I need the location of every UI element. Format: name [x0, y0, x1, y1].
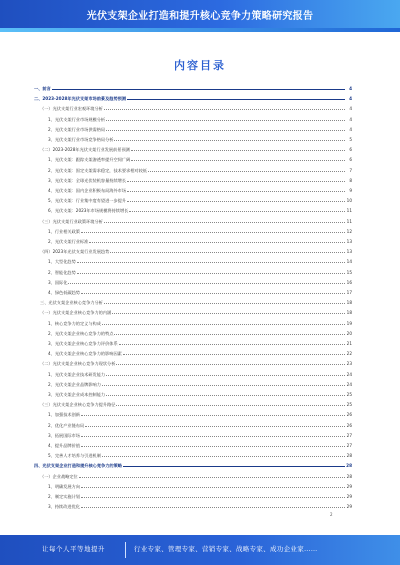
toc-entry-page: 18 — [346, 310, 352, 316]
toc-entry[interactable] — [34, 136, 352, 142]
toc-entry-title: 3、光伏支架行业市场竞争格局分析 — [48, 137, 114, 142]
toc-leader — [81, 446, 345, 447]
toc-entry-page: 27 — [346, 443, 352, 448]
toc-entry-page: 29 — [346, 504, 352, 510]
toc-leader — [123, 466, 345, 467]
toc-leader — [110, 252, 345, 253]
toc-entry-title: 一、前言 — [34, 86, 51, 91]
toc-entry-title: 1、光伏支架：跟踪支架渗透率提升空间广阔 — [48, 157, 131, 163]
toc-entry-page: 28 — [346, 463, 352, 469]
toc-entry[interactable] — [34, 503, 352, 509]
toc-leader — [81, 497, 345, 498]
toc-entry-page: 11 — [346, 218, 352, 224]
toc-entry-title: 1、加强技术创新 — [48, 412, 80, 418]
toc-entry[interactable] — [34, 299, 352, 305]
toc-leader — [104, 109, 345, 110]
toc-entry-title: 2、光伏支架：固定支架需求稳定，技术要求相对较低 — [48, 167, 147, 173]
toc-entry[interactable] — [34, 116, 352, 122]
toc-entry-title: 2、制定实施计划 — [48, 494, 80, 499]
toc-entry[interactable] — [34, 279, 352, 285]
toc-entry-page: 20 — [346, 330, 352, 336]
toc-entry-page: 22 — [346, 351, 352, 357]
toc-leader — [81, 487, 345, 488]
toc-entry-title: 3、国际化 — [48, 279, 68, 285]
toc-entry-title: 1、光伏支架行业市场规模分析 — [48, 116, 106, 122]
toc-entry-title: 1、核心竞争力的定义与构成 — [48, 320, 101, 326]
header-stripe — [0, 28, 400, 32]
table-of-contents — [34, 85, 352, 515]
toc-leader — [81, 507, 345, 508]
toc-entry[interactable] — [34, 207, 352, 213]
toc-leader — [116, 405, 345, 406]
toc-entry[interactable] — [34, 320, 352, 326]
toc-entry-page: 4 — [349, 106, 352, 112]
toc-entry-page: 8 — [349, 177, 352, 183]
toc-leader — [106, 130, 345, 131]
toc-entry[interactable] — [34, 156, 352, 162]
footer-experts: 行业专家、管理专家、营销专家、战略专家、成功企业家…… — [134, 545, 318, 553]
toc-entry[interactable] — [34, 105, 352, 111]
toc-entry-title: （三）光伏支架企业核心竞争力提升路径 — [40, 402, 116, 408]
toc-entry[interactable] — [34, 187, 352, 193]
toc-entry-page: 21 — [346, 341, 352, 346]
toc-leader — [85, 426, 345, 427]
toc-entry-page: 13 — [346, 249, 352, 255]
toc-entry-title: （三）光伏支架行业政策环境分析 — [40, 218, 103, 224]
toc-leader — [106, 120, 345, 121]
report-title: 光伏支架企业打造和提升核心竞争力策略研究报告 — [86, 11, 314, 22]
toc-leader — [81, 436, 345, 437]
toc-entry[interactable] — [34, 309, 352, 315]
toc-entry[interactable] — [34, 401, 352, 407]
footer-slogan: 让每个人平等地提升 — [42, 545, 105, 553]
toc-entry[interactable] — [34, 269, 352, 275]
toc-entry-page: 28 — [346, 473, 352, 479]
toc-entry[interactable] — [34, 462, 352, 468]
toc-entry[interactable] — [34, 238, 352, 244]
toc-entry[interactable] — [34, 350, 352, 356]
toc-entry-title: 3、持续改进优化 — [48, 504, 80, 510]
toc-leader — [102, 385, 345, 386]
toc-entry-title: 4、绿色低碳趋势 — [48, 290, 80, 295]
toc-entry[interactable] — [34, 218, 352, 224]
page-footer — [0, 535, 400, 565]
toc-entry[interactable] — [34, 391, 352, 397]
toc-entry[interactable] — [34, 422, 352, 428]
toc-entry-page: 26 — [346, 412, 352, 418]
toc-leader — [112, 313, 345, 314]
toc-leader — [127, 181, 345, 182]
toc-entry-title: 3、光伏支架企业核心竞争力评价体系 — [48, 341, 118, 346]
toc-entry-page: 17 — [346, 290, 352, 295]
toc-entry-page: 27 — [346, 432, 352, 438]
toc-entry[interactable] — [34, 411, 352, 417]
toc-entry-page: 14 — [346, 259, 352, 265]
toc-entry[interactable] — [34, 167, 352, 173]
toc-entry-title: 4、光伏支架企业核心竞争力的影响因素 — [48, 351, 122, 357]
toc-entry[interactable] — [34, 85, 352, 91]
toc-leader — [79, 477, 345, 478]
toc-entry-title: （二）光伏支架企业核心竞争力现状分析 — [40, 361, 116, 367]
toc-entry-page: 13 — [346, 239, 352, 244]
footer-divider — [125, 542, 126, 558]
toc-entry-title: （一）企业战略定位 — [40, 473, 78, 479]
toc-entry[interactable] — [34, 95, 352, 101]
toc-entry-page: 24 — [346, 371, 352, 377]
toc-entry-title: 1、明确发展方向 — [48, 483, 80, 489]
toc-entry-page: 5 — [349, 137, 352, 142]
toc-entry-page: 24 — [346, 381, 352, 387]
toc-entry[interactable] — [34, 452, 352, 458]
toc-entry[interactable] — [34, 330, 352, 336]
toc-entry-page: 12 — [346, 228, 352, 234]
toc-entry-page: 7 — [349, 167, 352, 173]
toc-entry[interactable] — [34, 381, 352, 387]
toc-entry-title: 3、拓展国际市场 — [48, 432, 80, 438]
toc-entry-title: 5、完善人才培养与引进机制 — [48, 453, 101, 459]
toc-entry-title: 5、光伏支架：行业集中度有望进一步提升 — [48, 198, 127, 204]
toc-leader — [52, 89, 345, 90]
toc-entry[interactable] — [34, 258, 352, 264]
toc-leader — [114, 140, 345, 141]
page-header — [0, 0, 400, 32]
toc-entry-title: 4、提升品牌价值 — [48, 443, 80, 448]
toc-entry[interactable] — [34, 371, 352, 377]
toc-entry-title: （四）2023年光伏支架行业发展趋势 — [40, 249, 110, 255]
toc-entry-title: 三、光伏支架企业核心竞争力分析 — [40, 300, 103, 306]
toc-leader — [131, 160, 345, 161]
toc-entry-page: 29 — [346, 483, 352, 489]
toc-entry[interactable] — [34, 146, 352, 152]
toc-leader — [104, 222, 345, 223]
toc-entry[interactable] — [34, 340, 352, 346]
toc-entry-page: 4 — [349, 116, 352, 122]
toc-entry-title: （二）2023-2028年光伏支架行业发展前景预测 — [40, 147, 130, 153]
toc-entry[interactable] — [34, 442, 352, 448]
toc-entry-title: 2、光伏支架行业标准 — [48, 239, 89, 244]
toc-entry-page: 25 — [346, 392, 352, 397]
toc-entry-title: 4、光伏支架：国内企业积极布局海外市场 — [48, 188, 127, 193]
toc-entry-page: 6 — [349, 147, 352, 153]
toc-entry-page: 26 — [346, 422, 352, 428]
toc-leader — [106, 375, 345, 376]
toc-entry-page: 28 — [346, 453, 352, 459]
toc-entry[interactable] — [34, 248, 352, 254]
toc-leader — [77, 273, 345, 274]
toc-leader — [104, 303, 345, 304]
toc-entry[interactable] — [34, 289, 352, 295]
toc-entry-page: 11 — [346, 208, 352, 214]
toc-entry[interactable] — [34, 228, 352, 234]
toc-leader — [77, 262, 345, 263]
toc-entry-title: （一）光伏支架行业宏观环境分析 — [40, 106, 103, 112]
toc-leader — [127, 99, 345, 100]
toc-entry-page: 4 — [349, 96, 352, 102]
toc-entry-title: 二、2023-2028年光伏支架市场前景及趋势预测 — [34, 96, 127, 102]
toc-entry-title: 2、光伏支架行业市场供需格局 — [48, 126, 106, 132]
toc-leader — [68, 283, 345, 284]
toc-leader — [119, 344, 345, 345]
page-number: 2 — [330, 512, 333, 517]
toc-entry[interactable] — [34, 473, 352, 479]
toc-entry-title: 2、智能化趋势 — [48, 269, 76, 275]
toc-leader — [114, 334, 345, 335]
toc-entry[interactable] — [34, 197, 352, 203]
toc-leader — [102, 456, 345, 457]
toc-leader — [106, 395, 345, 396]
toc-entry-title: （一）光伏支架企业核心竞争力的内涵 — [40, 310, 112, 316]
toc-entry-page: 4 — [349, 86, 352, 91]
toc-entry-page: 19 — [346, 320, 352, 326]
toc-entry-page: 9 — [349, 188, 352, 193]
toc-leader — [123, 354, 345, 355]
toc-entry-page: 29 — [346, 494, 352, 499]
toc-heading: 内容目录 — [174, 59, 226, 72]
toc-entry-title: 2、光伏支架企业核心竞争力的特点 — [48, 330, 114, 336]
toc-entry-title: 四、光伏支架企业打造和提升核心竞争力的策略 — [34, 463, 122, 469]
toc-entry-page: 4 — [349, 126, 352, 132]
toc-entry-page: 23 — [346, 361, 352, 367]
toc-entry-title: 3、光伏支架企业成本控制能力 — [48, 392, 106, 397]
toc-entry[interactable] — [34, 493, 352, 499]
toc-entry[interactable] — [34, 177, 352, 183]
toc-entry-page: 6 — [349, 157, 352, 163]
toc-entry[interactable] — [34, 432, 352, 438]
toc-leader — [148, 171, 345, 172]
toc-leader — [89, 242, 345, 243]
toc-leader — [81, 293, 345, 294]
toc-leader — [81, 415, 345, 416]
toc-entry-page: 25 — [346, 402, 352, 408]
toc-entry-page: 16 — [346, 279, 352, 285]
toc-entry-title: 6、光伏支架：2023年市场规模将持续增长 — [48, 208, 129, 214]
toc-entry-title: 1、光伏支架企业技术研发能力 — [48, 371, 106, 377]
toc-entry-title: 1、行业相关政策 — [48, 228, 80, 234]
toc-leader — [131, 150, 345, 151]
toc-leader — [116, 364, 345, 365]
toc-entry-page: 18 — [346, 300, 352, 306]
toc-entry[interactable] — [34, 126, 352, 132]
toc-entry-page: 10 — [346, 198, 352, 204]
toc-entry[interactable] — [34, 360, 352, 366]
toc-leader — [129, 211, 345, 212]
toc-entry[interactable] — [34, 483, 352, 489]
toc-entry-page: 15 — [346, 269, 352, 275]
toc-entry-title: 1、大型化趋势 — [48, 259, 76, 265]
toc-entry-title: 2、光伏支架企业品牌影响力 — [48, 381, 101, 387]
toc-leader — [81, 232, 345, 233]
toc-entry-title: 3、光伏支架：全球光伏装机容量持续增长 — [48, 177, 127, 183]
toc-leader — [127, 201, 345, 202]
toc-entry-title: 2、优化产业链布局 — [48, 422, 85, 428]
toc-leader — [102, 324, 345, 325]
toc-leader — [127, 191, 345, 192]
